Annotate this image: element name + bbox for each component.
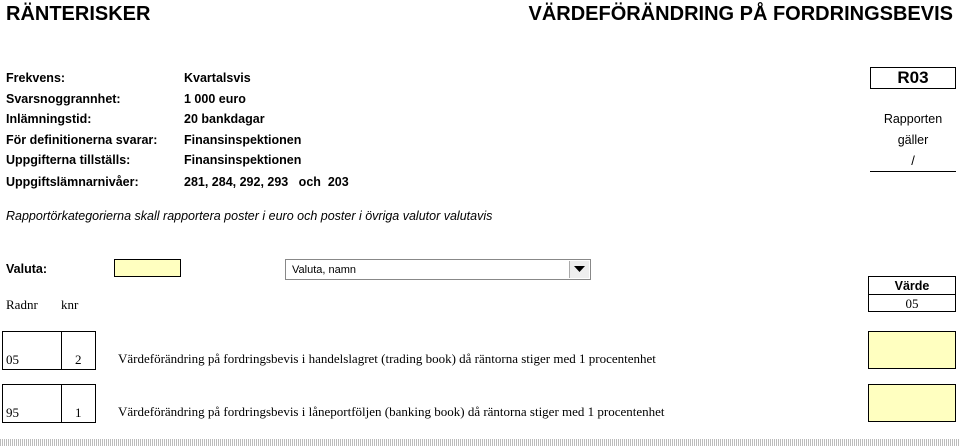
- info-value-definitions: Finansinspektionen: [184, 133, 302, 147]
- col-header-radnr: Radnr: [6, 297, 38, 312]
- table-row: [2, 384, 96, 423]
- instruction-text: Rapportörkategorierna skall rapportera poster i euro och poster i övriga valutor valutavis: [6, 209, 493, 223]
- chevron-down-icon[interactable]: [569, 261, 589, 278]
- row-knr: 1: [75, 405, 82, 420]
- currency-name-select[interactable]: [285, 259, 591, 280]
- table-row: [2, 331, 96, 370]
- row-description: Värdeförändring på fordringsbevis i låneportföljen (banking book) då räntorna stiger med 1 procentenhet: [118, 404, 665, 419]
- report-period-field[interactable]: /: [870, 153, 956, 172]
- row-description: Värdeförändring på fordringsbevis i handelslagret (trading book) då räntorna stiger med 1 procentenhet: [118, 351, 656, 366]
- info-value-levels: 281, 284, 292, 293 och 203: [184, 175, 349, 189]
- row-knr: 2: [75, 352, 82, 367]
- currency-name-value: Valuta, namn: [292, 264, 357, 276]
- col-header-value: Värde: [868, 276, 956, 294]
- info-value-deadline: 20 bankdagar: [184, 112, 265, 126]
- currency-code-input[interactable]: [114, 259, 181, 277]
- info-label-levels: Uppgiftslämnarnivåer:: [6, 175, 139, 189]
- info-label-definitions: För definitionerna svarar:: [6, 133, 158, 147]
- info-label-deadline: Inlämningstid:: [6, 112, 92, 126]
- report-applies-line1: Rapporten: [883, 112, 943, 126]
- info-value-recipient: Finansinspektionen: [184, 153, 302, 167]
- info-label-recipient: Uppgifterna tillställs:: [6, 153, 131, 167]
- row-value-input[interactable]: [868, 331, 956, 369]
- info-value-frequency: Kvartalsvis: [184, 71, 251, 85]
- row-radnr: 95: [6, 405, 19, 420]
- page-title-left: RÄNTERISKER: [6, 3, 151, 25]
- info-label-frequency: Frekvens:: [6, 71, 66, 85]
- info-label-precision: Svarsnoggrannhet:: [6, 92, 121, 106]
- row-radnr: 05: [6, 352, 19, 367]
- report-applies-line2: gäller: [897, 133, 929, 147]
- currency-label: Valuta:: [6, 262, 47, 276]
- bottom-divider: [0, 439, 959, 446]
- page-title-right: VÄRDEFÖRÄNDRING PÅ FORDRINGSBEVIS: [528, 3, 953, 25]
- col-header-knr: knr: [61, 297, 79, 312]
- report-code-box: R03: [870, 67, 956, 89]
- info-value-precision: 1 000 euro: [184, 92, 246, 106]
- col-header-value-code: 05: [905, 296, 919, 311]
- col-header-value-code-cell: [868, 294, 956, 312]
- row-value-input[interactable]: [868, 384, 956, 422]
